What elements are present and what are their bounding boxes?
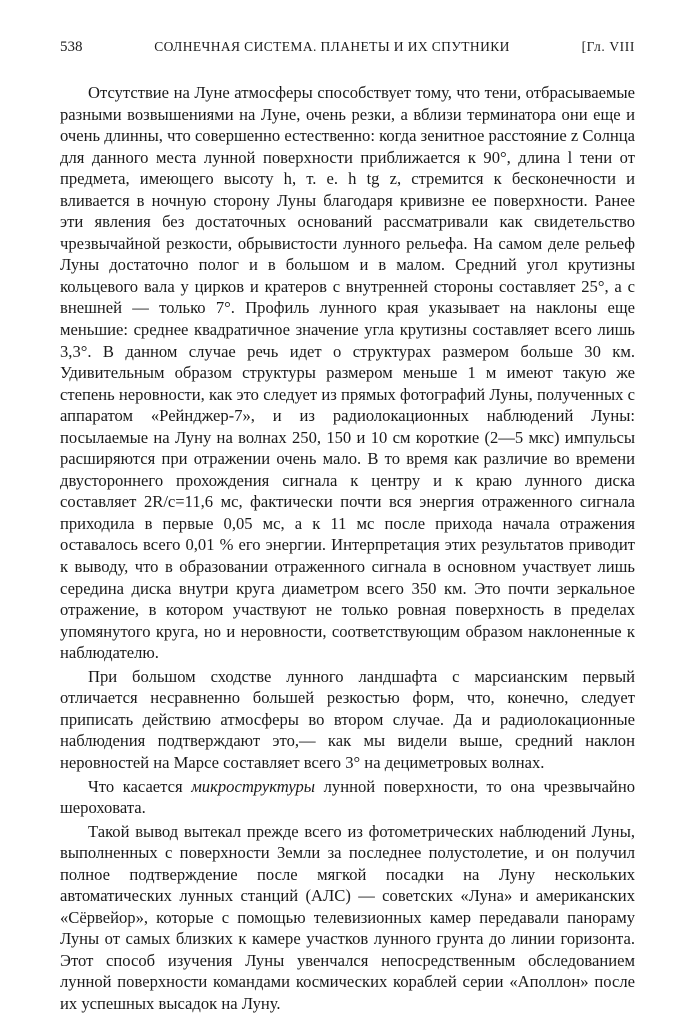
paragraph-3 [60, 776, 635, 819]
page-number: 538 [60, 39, 83, 55]
running-header [60, 38, 635, 60]
body-text [60, 82, 635, 1015]
paragraph-2: При большом сходстве лунного ландшафта с марсианским первый отличается несравненно большей резкостью форм, что, конечно, следует приписать действию атмосферы во втором случае. Да и радиолокационные наблюдения подтверждают это,— как мы видели выше, средний наклон неровностей на Марсе составляет всего 3° на дециметровых волнах. [60, 666, 635, 772]
book-page [60, 38, 635, 1015]
paragraph-3-start: Что касается [88, 776, 192, 796]
paragraph-3-end: лунной поверхности, то она чрезвычайно шероховата. [60, 776, 635, 818]
paragraph-4: Такой вывод вытекал прежде всего из фотометрических наблюдений Луны, выполненных с поверхности Земли за последнее полустолетие, и он получил полное подтверждение после мягкой посадки на Луну нескольких автоматических лунных станций (АЛС) — советских «Луна» и американских «Сёрвейор», которые с помощью телевизионных камер передавали панораму Луны от самых близких к камере участков лунного грунта до линии горизонта. Этот способ изучения Луны увенчался непосредственным обследованием лунной поверхности командами космических кораблей серии «Аполлон» после их успешных высадок на Луну. [60, 821, 635, 1013]
paragraph-1: Отсутствие на Луне атмосферы способствует тому, что тени, отбрасываемые разными возвышениями на Луне, очень резки, а вблизи терминатора они еще и очень длинны, что совершенно естественно: когда зенитное расстояние z Солнца для данного места лунной поверхности приближается к 90°, длина l тени от предмета, имеющего высоту h, т. е. h tg z, стремится к бесконечности и вливается в ночную сторону Луны благодаря кривизне ее поверхности. Ранее эти явления без достаточных оснований рассматривали как свидетельство чрезвычайной резкости, обрывистости лунного рельефа. На самом деле рельеф Луны достаточно полог и в большом и в малом. Средний угол крутизны кольцевого вала у цирков и кратеров с внутренней стороны составляет 25°, а с внешней — только 7°. Профиль лунного края указывает на наклоны еще меньшие: среднее квадратичное значение угла крутизны составляет всего лишь 3,3°. В данном случае речь идет о структурах размером больше 30 км. Удивительным образом структуры размером меньше 1 м имеют такую же степень неровности, как это следует из прямых фотографий Луны, полученных с аппаратом «Рейнджер-7», и из радиолокационных наблюдений Луны: посылаемые на Луну на волнах 250, 150 и 10 см короткие (2—5 мкс) импульсы расширяются при отражении очень мало. В то время как различие во времени двустороннего прохождения сигнала к центру и к краю лунного диска составляет 2R/c=11,6 мс, фактически почти вся энергия отраженного сигнала приходила в первые 0,05 мс, а к 11 мс после прихода начала отражения оставалось всего 0,01 % его энергии. Интерпретация этих результатов приводит к выводу, что в образовании отраженного сигнала в основном участвует лишь середина диска внутри круга диаметром всего 350 км. Это почти зеркальное отражение, в котором участвуют не только ровная поверхность в пределах упомянутого круга, но и неровности, соответствующим образом наклоненные к наблюдателю. [60, 83, 635, 663]
section-title: СОЛНЕЧНАЯ СИСТЕМА. ПЛАНЕТЫ И ИХ СПУТНИКИ [154, 39, 510, 54]
chapter-label: [Гл. VIII [581, 39, 635, 54]
paragraph-3-emphasis: микроструктуры [191, 776, 316, 796]
